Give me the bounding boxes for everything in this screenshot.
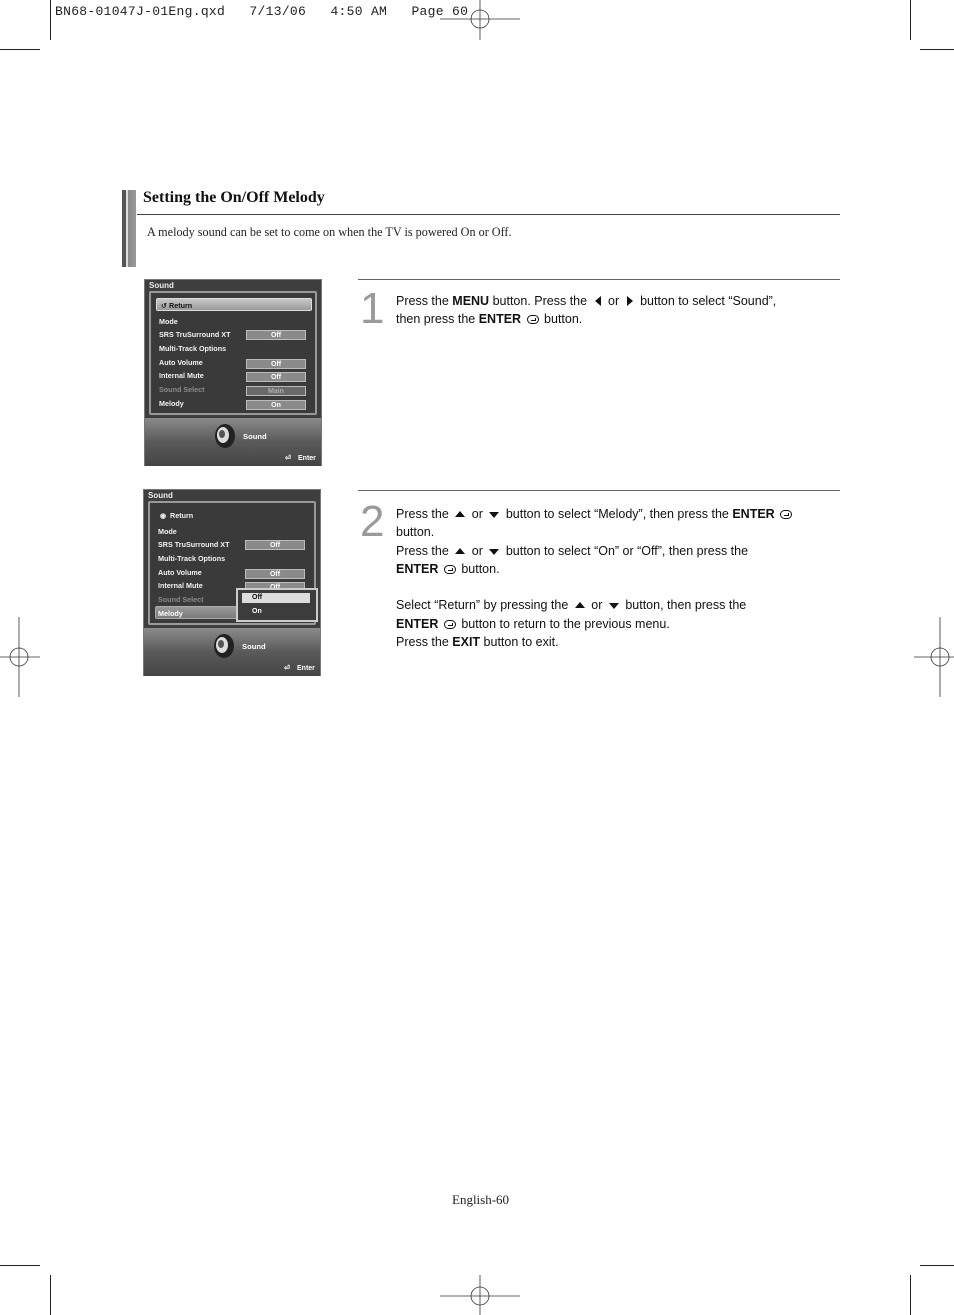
speaker-icon (212, 632, 236, 660)
up-arrow-icon (575, 602, 585, 608)
up-arrow-icon (455, 511, 465, 517)
melody-options-popup (236, 588, 318, 622)
menu-row-sound-select: Sound Select (158, 595, 204, 604)
osd-footer (145, 418, 321, 466)
osd-footer-label: Sound (243, 432, 267, 441)
step-divider (358, 279, 840, 280)
osd-footer (144, 628, 320, 676)
crop-mark (0, 1265, 40, 1266)
osd-sound-menu-2 (143, 489, 321, 676)
crop-mark (920, 1265, 954, 1266)
menu-row-mode[interactable]: Mode (158, 527, 177, 536)
osd-title: Sound (149, 281, 174, 290)
right-arrow-icon (627, 296, 633, 306)
menu-value-sound-select: Main (246, 386, 306, 396)
option-on[interactable]: On (252, 608, 262, 615)
menu-row-return[interactable]: Return (170, 511, 194, 520)
menu-row-internal-mute[interactable]: Internal Mute (158, 581, 203, 590)
enter-icon (444, 620, 456, 629)
crop-mark (910, 1275, 911, 1315)
page-number: English-60 (452, 1192, 510, 1207)
osd-enter-hint: Enter (298, 455, 316, 462)
section-side-bar (122, 190, 136, 267)
left-arrow-icon (595, 296, 601, 306)
section-intro: A melody sound can be set to come on when the TV is powered On or Off. (147, 225, 512, 239)
menu-row-srs[interactable]: SRS TruSurround XT (159, 330, 231, 339)
option-off[interactable]: Off (242, 593, 310, 603)
return-icon: ↺ (161, 301, 168, 310)
title-divider (137, 214, 840, 215)
crop-mark (50, 1275, 51, 1315)
step-1-text: Press the MENU button. Press the or button to select “Sound”, then press the ENTER button. (396, 294, 777, 327)
section-title: Setting the On/Off Melody (143, 189, 325, 206)
osd-menu-frame (149, 291, 317, 415)
menu-row-melody[interactable]: Melody (158, 609, 183, 618)
crop-mark (920, 49, 954, 50)
osd-menu-frame (148, 501, 316, 625)
menu-row-sound-select: Sound Select (159, 385, 205, 394)
menu-value-srs: Off (246, 330, 306, 340)
step-number: 1 (360, 284, 385, 333)
menu-row-internal-mute[interactable]: Internal Mute (159, 371, 204, 380)
crop-mark (0, 49, 40, 50)
menu-row-auto-volume[interactable]: Auto Volume (158, 568, 202, 577)
menu-row-multi-track[interactable]: Multi-Track Options (158, 554, 226, 563)
registration-mark-right (914, 617, 954, 697)
return-icon: ◉ (160, 511, 167, 520)
step-divider (358, 490, 840, 491)
crop-mark (910, 0, 911, 40)
menu-value-srs: Off (245, 540, 305, 550)
down-arrow-icon (489, 512, 499, 518)
enter-icon (527, 315, 539, 324)
menu-row-multi-track[interactable]: Multi-Track Options (159, 344, 227, 353)
menu-row-melody[interactable]: Melody (159, 399, 184, 408)
speaker-icon (213, 422, 237, 450)
enter-icon (444, 565, 456, 574)
up-arrow-icon (455, 548, 465, 554)
print-header: BN68-01047J-01Eng.qxd 7/13/06 4:50 AM Page 60 (55, 4, 469, 19)
menu-row-srs[interactable]: SRS TruSurround XT (158, 540, 230, 549)
osd-sound-menu-1 (144, 279, 322, 466)
down-arrow-icon (609, 603, 619, 609)
menu-value-auto-volume: Off (245, 569, 305, 579)
registration-mark-bottom (440, 1275, 520, 1315)
down-arrow-icon (489, 549, 499, 555)
osd-title: Sound (148, 491, 173, 500)
osd-footer-label: Sound (242, 642, 266, 651)
enter-icon: ⏎ (285, 455, 291, 462)
osd-enter-hint: Enter (297, 665, 315, 672)
enter-icon (780, 510, 792, 519)
menu-value-auto-volume: Off (246, 359, 306, 369)
crop-mark (50, 0, 51, 40)
menu-row-return[interactable]: Return (169, 301, 193, 310)
menu-value-internal-mute: Off (246, 372, 306, 382)
menu-row-auto-volume[interactable]: Auto Volume (159, 358, 203, 367)
enter-icon: ⏎ (284, 665, 290, 672)
menu-row-mode[interactable]: Mode (159, 317, 178, 326)
menu-value-melody: On (246, 400, 306, 410)
step-number: 2 (360, 497, 385, 546)
registration-mark-left (0, 617, 40, 697)
step-2-text: Press the or button to select “Melody”, then press the ENTER button. Press the or button to select “On” or “Off”, then press the ENTER button. Select “Return” by pressing the or button, then press the ENTER button to return to the previous menu. Press the EXIT button to exit. (396, 505, 836, 651)
